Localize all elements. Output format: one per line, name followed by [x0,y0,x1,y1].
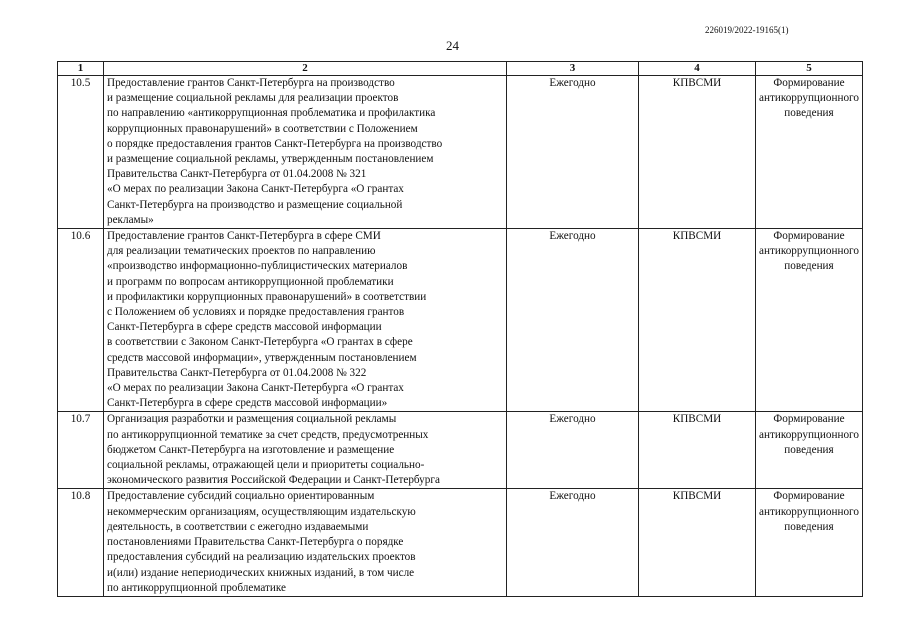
description-line: социальной рекламы, отражающей цели и приоритеты социально- [107,459,425,472]
header-cell-4: 4 [639,62,756,76]
description-line: о порядке предоставления грантов Санкт-Петербурга на производство [107,137,443,150]
description-line: «производство информационно-публицистических материалов [107,260,408,273]
table-row [58,229,863,412]
result-line: антикоррупционного [759,505,859,518]
measure-description [104,412,507,489]
description-line: с Положением об условиях и порядке предоставления грантов [107,306,405,319]
executor-cell: КПВСМИ [639,229,756,412]
table-row [58,489,863,596]
description-line: Санкт-Петербурга в сфере средств массовой информации» [107,397,388,410]
result-line: поведения [784,107,834,120]
description-line: постановлениями Правительства Санкт-Петербурга о порядке [107,536,404,549]
description-line: и размещение социальной рекламы, утвержденным постановлением [107,153,434,166]
row-number: 10.7 [58,412,104,489]
term-cell: Ежегодно [507,229,639,412]
description-line: в соответствии с Законом Санкт-Петербурга «О грантах в сфере [107,336,413,349]
result-line: Формирование [773,77,845,89]
description-line: Санкт-Петербурга в сфере средств массовой информации [107,321,382,334]
description-line: бюджетом Санкт-Петербурга на изготовление и размещение [107,443,395,456]
plan-table [57,61,863,597]
description-line: «О мерах по реализации Закона Санкт-Петербурга «О грантах [107,382,404,395]
term-cell: Ежегодно [507,76,639,229]
description-line: по антикоррупционной тематике за счет средств, предусмотренных [107,428,429,441]
description-line: некоммерческим организациям, осуществляющим издательскую [107,505,416,518]
description-line: предоставления субсидий на реализацию издательских проектов [107,551,416,564]
result-line: поведения [784,260,834,273]
result-line: Формирование [773,230,845,243]
description-line: средств массовой информации», утвержденным постановлением [107,351,417,364]
result-cell [756,76,863,229]
description-line: деятельность, в соответствии с ежегодно издаваемыми [107,520,369,533]
row-number: 10.5 [58,76,104,229]
result-cell [756,229,863,412]
description-line: «О мерах по реализации Закона Санкт-Петербурга «О грантах [107,183,404,196]
row-number: 10.8 [58,489,104,596]
result-line: антикоррупционного [759,428,859,441]
result-cell [756,489,863,596]
executor-cell: КПВСМИ [639,76,756,229]
description-line: и(или) издание непериодических книжных изданий, в том числе [107,566,415,579]
description-line: коррупционных правонарушений» в соответствии с Положением [107,122,418,135]
description-line: и программ по вопросам антикоррупционной проблематики [107,275,394,288]
description-line: экономического развития Российской Федерации и Санкт-Петербурга [107,474,440,487]
description-line: Правительства Санкт-Петербурга от 01.04.2008 № 322 [107,366,367,379]
document-number: 226019/2022-19165(1) [705,25,789,35]
header-cell-5: 5 [756,62,863,76]
result-line: Формирование [773,413,845,426]
description-line: Предоставление субсидий социально ориентированным [107,490,375,503]
result-line: антикоррупционного [759,245,859,258]
description-line: и профилактики коррупционных правонарушений» в соответствии [107,290,427,303]
measure-description [104,76,507,229]
result-line: антикоррупционного [759,92,859,105]
description-line: Предоставление грантов Санкт-Петербурга на производство [107,77,395,89]
executor-cell: КПВСМИ [639,489,756,596]
result-line: поведения [784,520,834,533]
executor-cell: КПВСМИ [639,412,756,489]
result-line: Формирование [773,490,845,503]
table-row [58,76,863,229]
description-line: по антикоррупционной проблематике [107,581,287,594]
description-line: Организация разработки и размещения социальной рекламы [107,413,397,426]
description-line: Санкт-Петербурга на производство и размещение социальной [107,198,403,211]
description-line: и размещение социальной рекламы для реализации проектов [107,92,399,105]
measure-description [104,489,507,596]
description-line: для реализации тематических проектов по направлению [107,245,376,258]
row-number: 10.6 [58,229,104,412]
result-cell [756,412,863,489]
header-cell-2: 2 [104,62,507,76]
measure-description [104,229,507,412]
header-cell-3: 3 [507,62,639,76]
description-line: по направлению «антикоррупционная проблематика и профилактика [107,107,436,120]
table-row [58,412,863,489]
header-row [58,62,863,76]
term-cell: Ежегодно [507,412,639,489]
description-line: рекламы» [107,213,154,226]
description-line: Правительства Санкт-Петербурга от 01.04.2008 № 321 [107,168,367,181]
term-cell: Ежегодно [507,489,639,596]
header-cell-1: 1 [58,62,104,76]
page-number: 24 [446,38,459,53]
result-line: поведения [784,443,834,456]
description-line: Предоставление грантов Санкт-Петербурга в сфере СМИ [107,230,381,243]
